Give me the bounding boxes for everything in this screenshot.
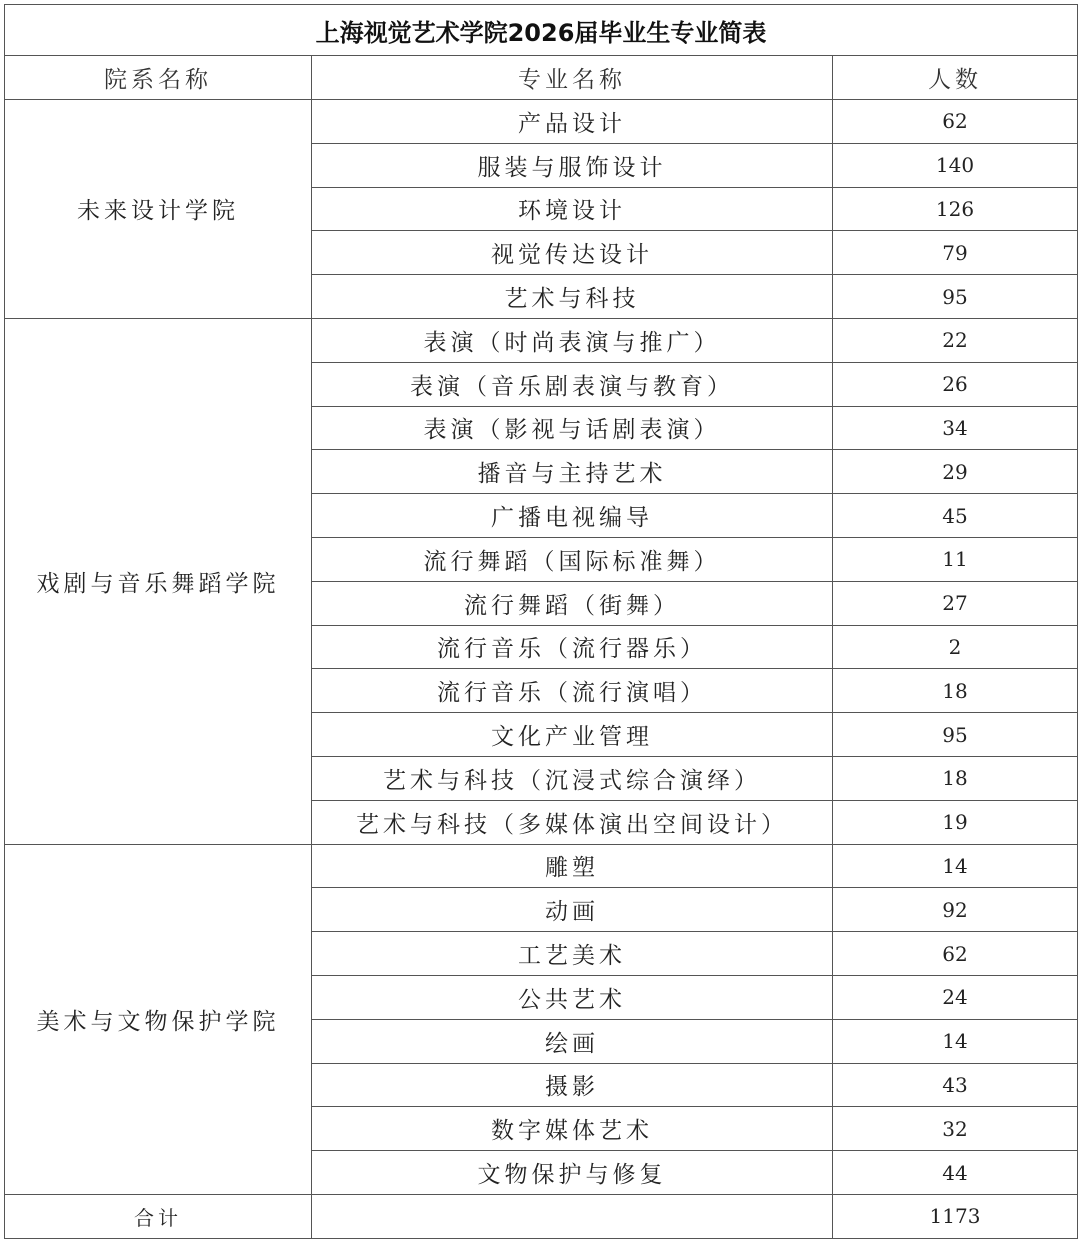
major-count: 95: [833, 713, 1078, 757]
major-name: 绘画: [312, 1019, 833, 1063]
major-count: 22: [833, 318, 1078, 362]
major-name: 动画: [312, 888, 833, 932]
major-name: 摄影: [312, 1063, 833, 1107]
major-name: 流行舞蹈（国际标准舞）: [312, 537, 833, 581]
table-row: [5, 100, 1078, 144]
major-count: 79: [833, 231, 1078, 275]
header-row: [5, 56, 1078, 100]
major-count: 14: [833, 1019, 1078, 1063]
major-count: 34: [833, 406, 1078, 450]
major-name: 文化产业管理: [312, 713, 833, 757]
major-count: 24: [833, 975, 1078, 1019]
major-name: 表演（时尚表演与推广）: [312, 318, 833, 362]
major-name: 工艺美术: [312, 932, 833, 976]
major-count: 62: [833, 100, 1078, 144]
major-count: 19: [833, 800, 1078, 844]
major-name: 文物保护与修复: [312, 1151, 833, 1195]
major-name: 视觉传达设计: [312, 231, 833, 275]
table-title: 上海视觉艺术学院2026届毕业生专业简表: [5, 5, 1078, 56]
major-name: 公共艺术: [312, 975, 833, 1019]
major-name: 雕塑: [312, 844, 833, 888]
major-name: 表演（影视与话剧表演）: [312, 406, 833, 450]
department-name: 未来设计学院: [5, 100, 312, 319]
major-count: 126: [833, 187, 1078, 231]
header-department: 院系名称: [5, 56, 312, 100]
major-count: 27: [833, 581, 1078, 625]
total-row: [5, 1194, 1078, 1238]
department-name: 美术与文物保护学院: [5, 844, 312, 1194]
table-row: [5, 318, 1078, 362]
major-count: 14: [833, 844, 1078, 888]
department-name: 戏剧与音乐舞蹈学院: [5, 318, 312, 844]
major-count: 140: [833, 143, 1078, 187]
major-name: 流行音乐（流行演唱）: [312, 669, 833, 713]
major-name: 流行音乐（流行器乐）: [312, 625, 833, 669]
major-name: 流行舞蹈（街舞）: [312, 581, 833, 625]
header-major: 专业名称: [312, 56, 833, 100]
major-count: 92: [833, 888, 1078, 932]
header-count: 人数: [833, 56, 1078, 100]
major-count: 95: [833, 275, 1078, 319]
majors-table: [4, 4, 1078, 1239]
major-count: 43: [833, 1063, 1078, 1107]
major-name: 环境设计: [312, 187, 833, 231]
major-name: 广播电视编导: [312, 494, 833, 538]
major-name: 播音与主持艺术: [312, 450, 833, 494]
total-empty-cell: [312, 1194, 833, 1238]
major-count: 29: [833, 450, 1078, 494]
major-count: 26: [833, 362, 1078, 406]
major-name: 表演（音乐剧表演与教育）: [312, 362, 833, 406]
major-count: 2: [833, 625, 1078, 669]
major-name: 产品设计: [312, 100, 833, 144]
major-count: 45: [833, 494, 1078, 538]
major-count: 32: [833, 1107, 1078, 1151]
major-name: 服装与服饰设计: [312, 143, 833, 187]
major-count: 11: [833, 537, 1078, 581]
major-name: 艺术与科技（沉浸式综合演绎）: [312, 756, 833, 800]
major-count: 44: [833, 1151, 1078, 1195]
major-count: 18: [833, 669, 1078, 713]
total-count: 1173: [833, 1194, 1078, 1238]
major-name: 艺术与科技: [312, 275, 833, 319]
major-name: 艺术与科技（多媒体演出空间设计）: [312, 800, 833, 844]
total-label: 合计: [5, 1194, 312, 1238]
major-count: 18: [833, 756, 1078, 800]
title-row: [5, 5, 1078, 56]
major-name: 数字媒体艺术: [312, 1107, 833, 1151]
table-row: [5, 844, 1078, 888]
major-count: 62: [833, 932, 1078, 976]
